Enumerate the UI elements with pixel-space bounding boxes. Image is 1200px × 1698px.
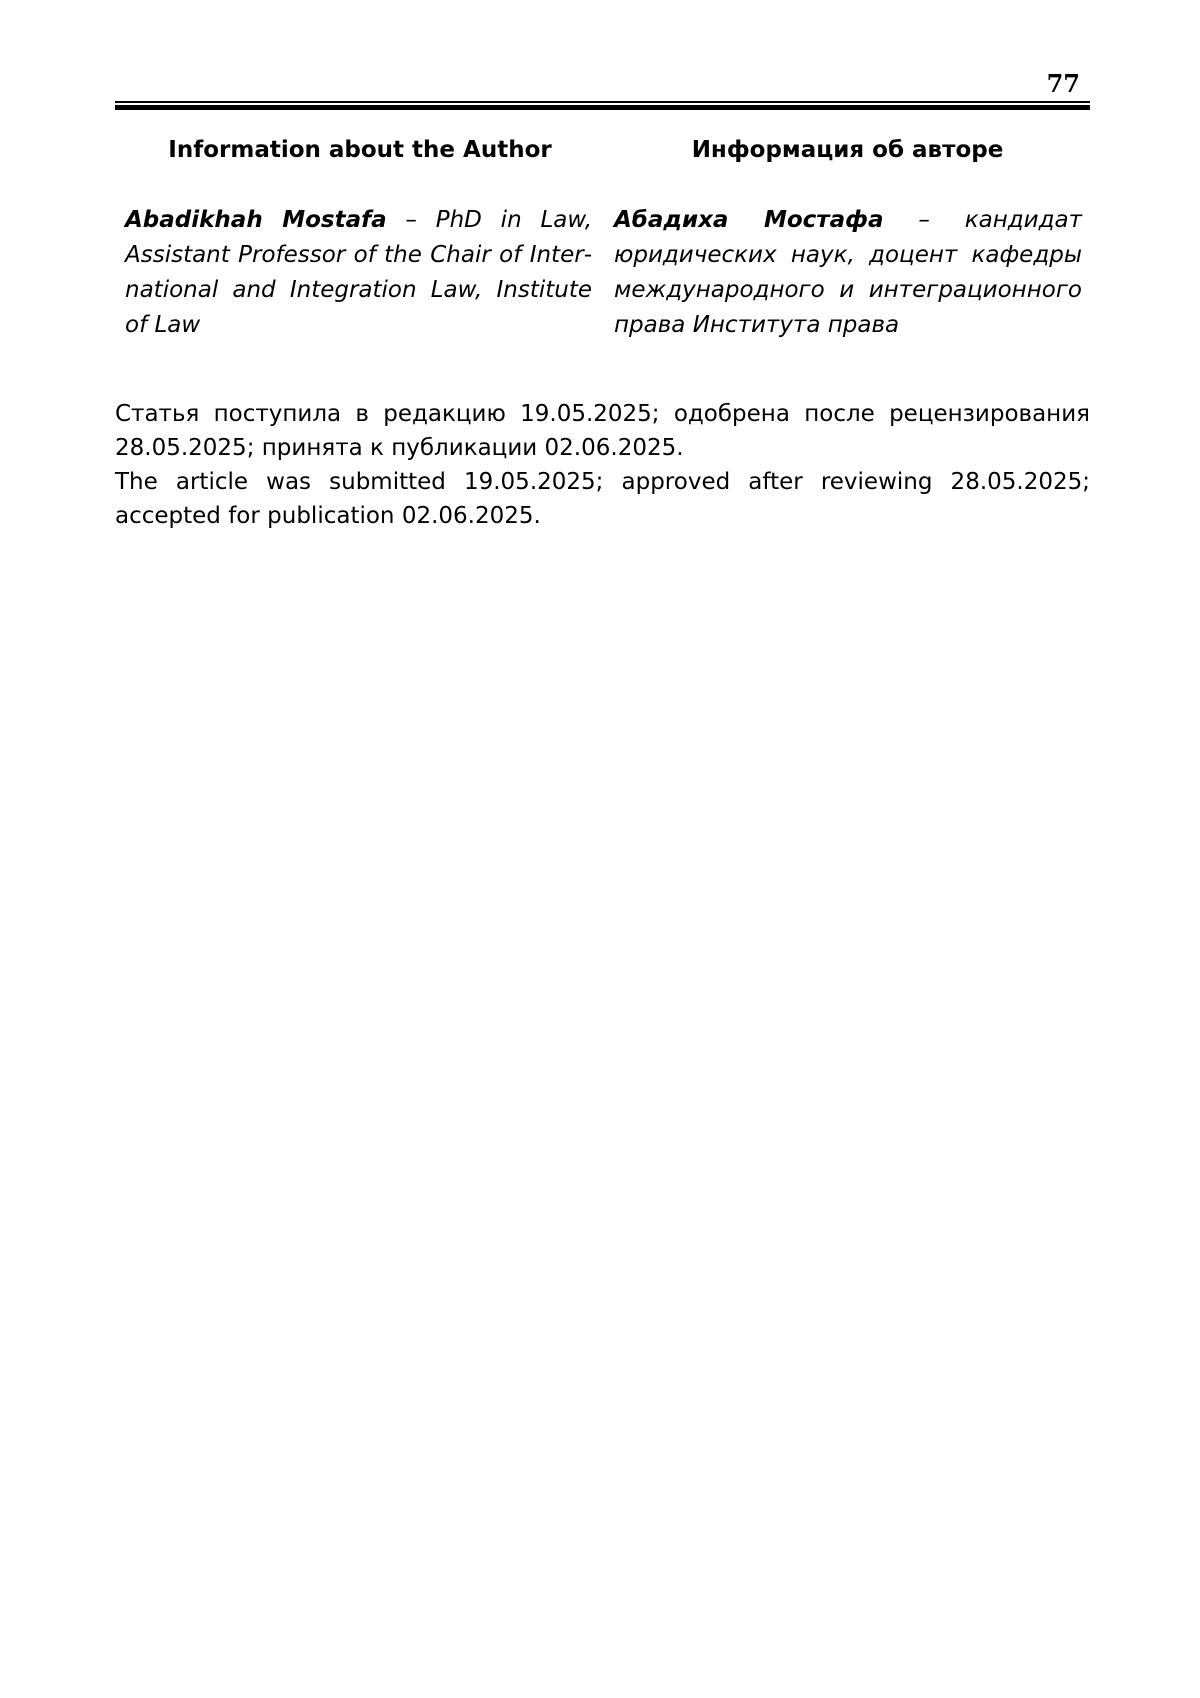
header-rule-thin bbox=[115, 101, 1090, 103]
article-history-ru: Статья поступила в редакцию 19.05.2025; одобрена после рецензирования 28.05.2025; принята к публикации 02.06.2025. bbox=[115, 401, 1090, 461]
header-rule-thick bbox=[115, 105, 1090, 110]
author-bio-ru bbox=[614, 203, 1082, 343]
page-number: 77 bbox=[1046, 69, 1080, 98]
author-info-heading-en: Information about the Author bbox=[168, 137, 552, 163]
author-name-en: Abadikhah Mostafa bbox=[125, 207, 387, 233]
author-bio-en bbox=[125, 203, 592, 343]
article-history-en: The article was submitted 19.05.2025; approved after reviewing 28.05.2025; accepted for publication 02.06.2025. bbox=[115, 469, 1090, 529]
author-description-en: – PhD in Law, Assistant Professor of the Chair of International and Integration Law, Institute of Law bbox=[125, 207, 593, 338]
author-name-ru: Абадиха Мостафа bbox=[614, 207, 884, 233]
author-description-ru: – кандидат юридических наук, доцент кафедры международного и интеграционного права Института права bbox=[614, 207, 1083, 338]
author-info-heading-ru: Информация об авторе bbox=[691, 137, 1004, 163]
